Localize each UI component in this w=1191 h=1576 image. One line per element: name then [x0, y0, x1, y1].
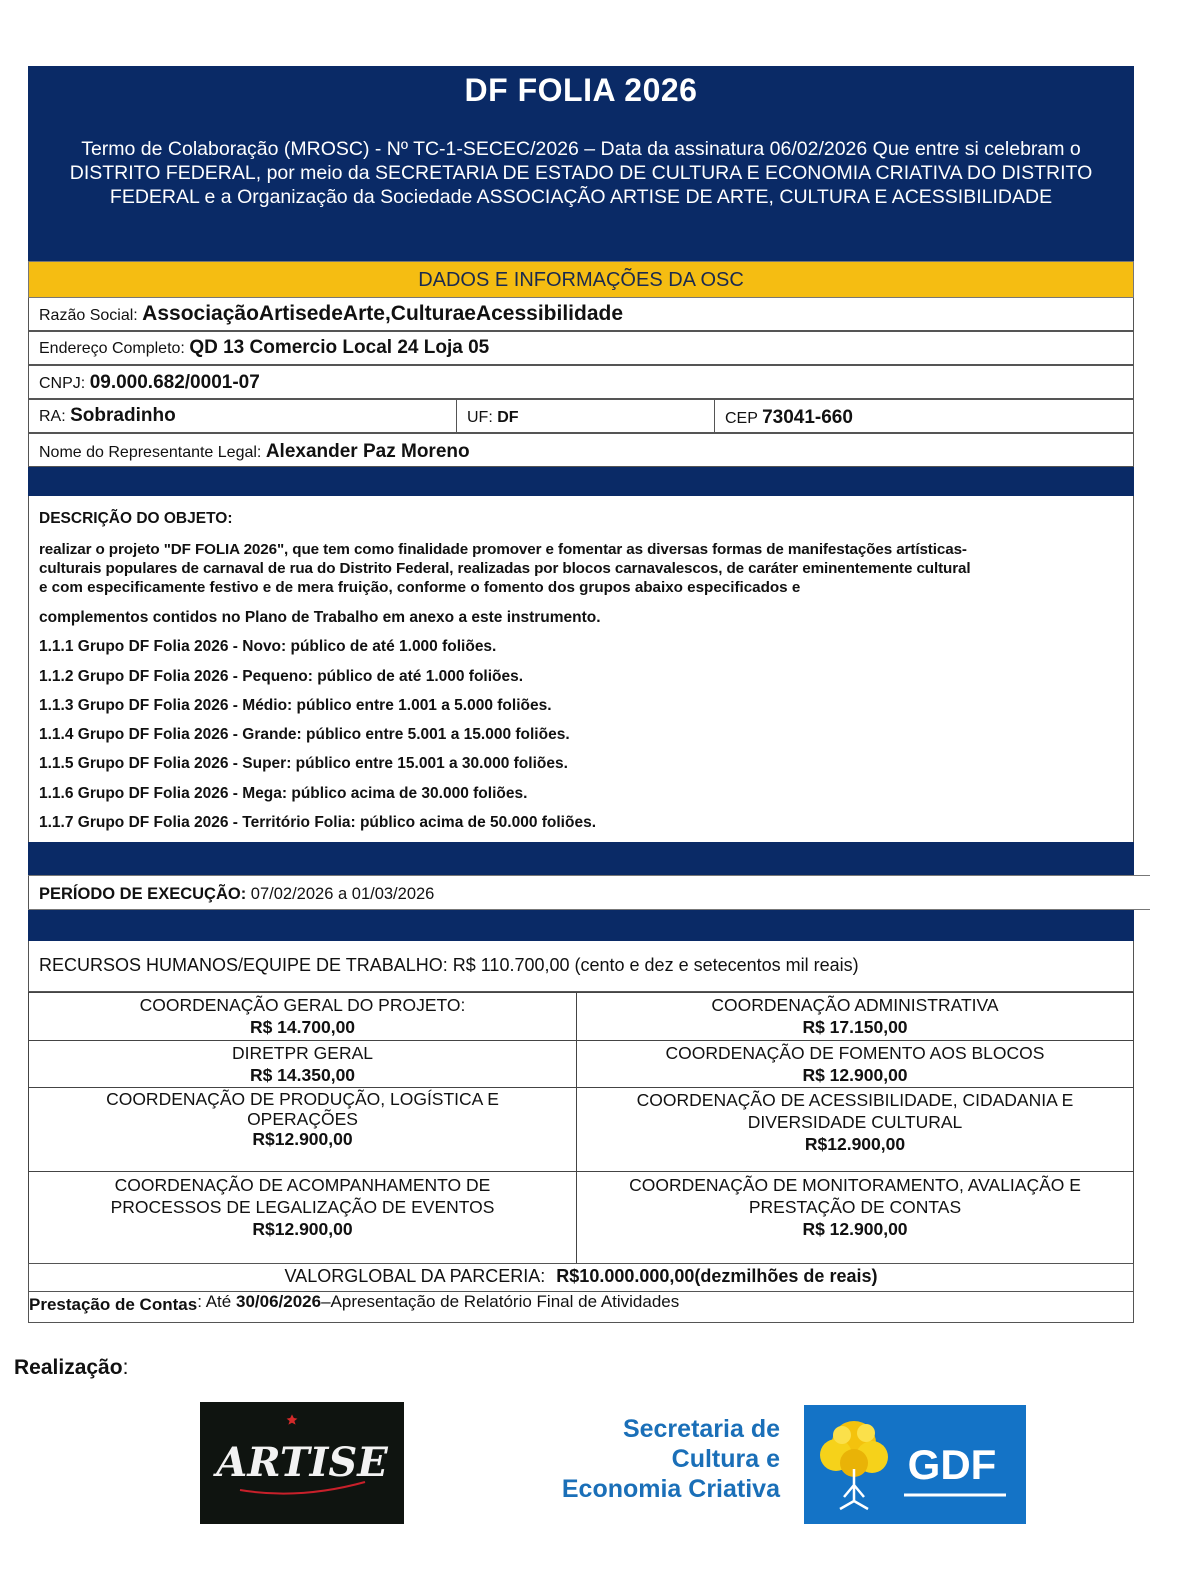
star-icon [287, 1414, 298, 1424]
group-item: 1.1.5 Grupo DF Folia 2026 - Super: público entre 15.001 a 30.000 foliões. [39, 755, 568, 773]
endereco-row [28, 331, 1134, 365]
section-divider [28, 842, 1134, 875]
document-title: DF FOLIA 2026 [464, 72, 698, 108]
secretaria-logo-text [540, 1414, 780, 1504]
role-cell [577, 993, 1134, 1041]
prestacao-row [28, 1292, 1134, 1323]
valor-global-value: R$10.000.000,00(dezmilhões de reais) [556, 1266, 878, 1286]
periodo-sep: a [337, 885, 348, 903]
endereco-value: QD 13 Comercio Local 24 Loja 05 [189, 337, 490, 358]
objeto-line-2: culturais populares de carnaval de rua do Distrito Federal, realizadas por blocos carnavalescos, de caráter eminentemente cultural [39, 560, 971, 577]
realizacao-label [14, 1356, 128, 1380]
periodo-row [28, 876, 1134, 910]
group-item: 1.1.2 Grupo DF Folia 2026 - Pequeno: público de até 1.000 foliões. [39, 667, 524, 685]
periodo-end: 01/03/2026 [351, 885, 435, 903]
periodo-start: 07/02/2026 [250, 885, 334, 903]
table-row [29, 1041, 1134, 1088]
cep-value: 73041-660 [762, 407, 853, 428]
table-row [29, 1088, 1134, 1172]
ra-label: RA: [39, 408, 66, 425]
role-title: COORDENAÇÃO DE ACOMPANHAMENTO DE PROCESSOS DE LEGALIZAÇÃO DE EVENTOS [110, 1175, 495, 1217]
group-item: 1.1.3 Grupo DF Folia 2026 - Médio: público entre 1.001 a 5.000 foliões. [39, 696, 552, 714]
table-row [29, 1172, 1134, 1264]
artise-logo-text: ARTISE [216, 1439, 388, 1486]
group-item: 1.1.7 Grupo DF Folia 2026 - Território Folia: público acima de 50.000 foliões. [39, 814, 597, 832]
prestacao-suffix: –Apresentação de Relatório Final de Atividades [321, 1292, 680, 1311]
realizacao-colon: : [122, 1356, 129, 1379]
uf-value: DF [497, 409, 519, 426]
document-header [28, 66, 1134, 261]
role-value: R$ 12.900,00 [802, 1065, 908, 1085]
role-cell [577, 1041, 1134, 1088]
group-item: 1.1.4 Grupo DF Folia 2026 - Grande: público entre 5.001 a 15.000 foliões. [39, 726, 570, 744]
representante-value: Alexander Paz Moreno [265, 441, 470, 462]
cnpj-label: CNPJ: [39, 375, 86, 392]
role-title: COORDENAÇÃO GERAL DO PROJETO: [139, 995, 466, 1015]
secretaria-line: Cultura e [671, 1445, 780, 1473]
periodo-label: PERÍODO DE EXECUÇÃO: [39, 885, 247, 903]
role-title: COORDENAÇÃO ADMINISTRATIVA [711, 995, 999, 1015]
role-title: COORDENAÇÃO DE FOMENTO AOS BLOCOS [665, 1043, 1045, 1063]
osc-section-title: DADOS E INFORMAÇÕES DA OSC [28, 261, 1134, 298]
role-title: COORDENAÇÃO DE PRODUÇÃO, LOGÍSTICA E OPERAÇÕES [106, 1089, 499, 1129]
objeto-line-4: complementos contidos no Plano de Trabalho em anexo a este instrumento. [39, 609, 601, 626]
ipe-tree-icon [820, 1421, 888, 1509]
cnpj-row [28, 365, 1134, 399]
document-subtitle: Termo de Colaboração (MROSC) - Nº TC-1-SECEC/2026 – Data da assinatura 06/02/2026 Que entre si celebram o DISTRITO FEDERAL, por meio da SECRETARIA DE ESTADO DE CULTURA E ECONOMIA CRIATIVA DO DISTRITO FEDERAL e a Organização da Sociedade ASSOCIAÇÃO ARTISE DE ARTE, CULTURA E ACESSIBILIDADE [69, 138, 1093, 208]
prestacao-date: 30/06/2026 [235, 1292, 322, 1311]
role-value: R$12.900,00 [252, 1219, 353, 1239]
section-divider [28, 910, 1134, 941]
role-cell [29, 1041, 577, 1088]
role-cell [29, 1172, 577, 1264]
cep-label: CEP [725, 410, 758, 427]
prestacao-prefix: Até [205, 1292, 232, 1311]
objeto-line-1: realizar o projeto "DF FOLIA 2026", que tem como finalidade promover e fomentar as diversas formas de manifestações artísticas- [39, 541, 967, 558]
gdf-logo [804, 1405, 1026, 1524]
razao-social-value: AssociaçãoArtisedeArte,CulturaeAcessibilidade [142, 302, 624, 325]
representante-row [28, 433, 1134, 467]
cnpj-value: 09.000.682/0001-07 [89, 372, 260, 393]
role-title: COORDENAÇÃO DE ACESSIBILIDADE, CIDADANIA E DIVERSIDADE CULTURAL [636, 1090, 1074, 1132]
group-item: 1.1.1 Grupo DF Folia 2026 - Novo: público de até 1.000 foliões. [39, 638, 497, 656]
uf-label: UF: [467, 409, 493, 426]
role-cell [577, 1172, 1134, 1264]
ra-value: Sobradinho [70, 405, 176, 426]
gdf-logo-text: GDF [907, 1441, 997, 1488]
role-value: R$ 14.700,00 [249, 1017, 356, 1037]
uf-cell [457, 400, 715, 432]
valor-global-row [28, 1263, 1134, 1292]
role-cell [577, 1088, 1134, 1172]
artise-logo [200, 1402, 404, 1524]
section-divider [28, 467, 1134, 496]
secretaria-line: Economia Criativa [561, 1475, 780, 1503]
role-title: COORDENAÇÃO DE MONITORAMENTO, AVALIAÇÃO E PRESTAÇÃO DE CONTAS [629, 1175, 1081, 1217]
role-cell [29, 1088, 577, 1172]
group-item: 1.1.6 Grupo DF Folia 2026 - Mega: público acima de 30.000 foliões. [39, 784, 528, 802]
secretaria-line: Secretaria de [622, 1415, 780, 1443]
representante-label: Nome do Representante Legal: [39, 444, 262, 461]
valor-global-label: VALORGLOBAL DA PARCERIA: [284, 1266, 546, 1286]
objeto-section [28, 496, 1134, 842]
objeto-title: DESCRIÇÃO DO OBJETO: [39, 510, 233, 527]
realizacao-text: Realização [14, 1356, 123, 1379]
ra-cell [29, 400, 457, 432]
razao-social-label: Razão Social: [39, 307, 138, 324]
role-value: R$12.900,00 [252, 1129, 353, 1149]
role-value: R$ 14.350,00 [249, 1065, 356, 1085]
endereco-label: Endereço Completo: [39, 340, 185, 357]
gdf-logo-graphic [804, 1405, 1026, 1524]
team-table [28, 992, 1134, 1264]
role-value: R$ 17.150,00 [802, 1017, 908, 1037]
role-cell [29, 993, 577, 1041]
cep-cell [715, 400, 1135, 432]
role-title: DIRETPR GERAL [232, 1043, 373, 1063]
ra-uf-cep-row [28, 399, 1134, 433]
role-value: R$ 12.900,00 [802, 1219, 908, 1239]
recursos-heading: RECURSOS HUMANOS/EQUIPE DE TRABALHO: R$ 110.700,00 (cento e dez e setecentos mil reais) [28, 941, 1134, 992]
prestacao-label: Prestação de Contas [29, 1295, 198, 1314]
razao-social-row [28, 298, 1134, 331]
table-row [29, 993, 1134, 1041]
objeto-line-3: e com especificamente festivo e de mera fruição, conforme o fomento dos grupos abaixo especificados e [39, 579, 801, 596]
prestacao-colon: : [197, 1292, 202, 1311]
role-value: R$12.900,00 [804, 1134, 906, 1154]
artise-logo-graphic [200, 1402, 404, 1524]
